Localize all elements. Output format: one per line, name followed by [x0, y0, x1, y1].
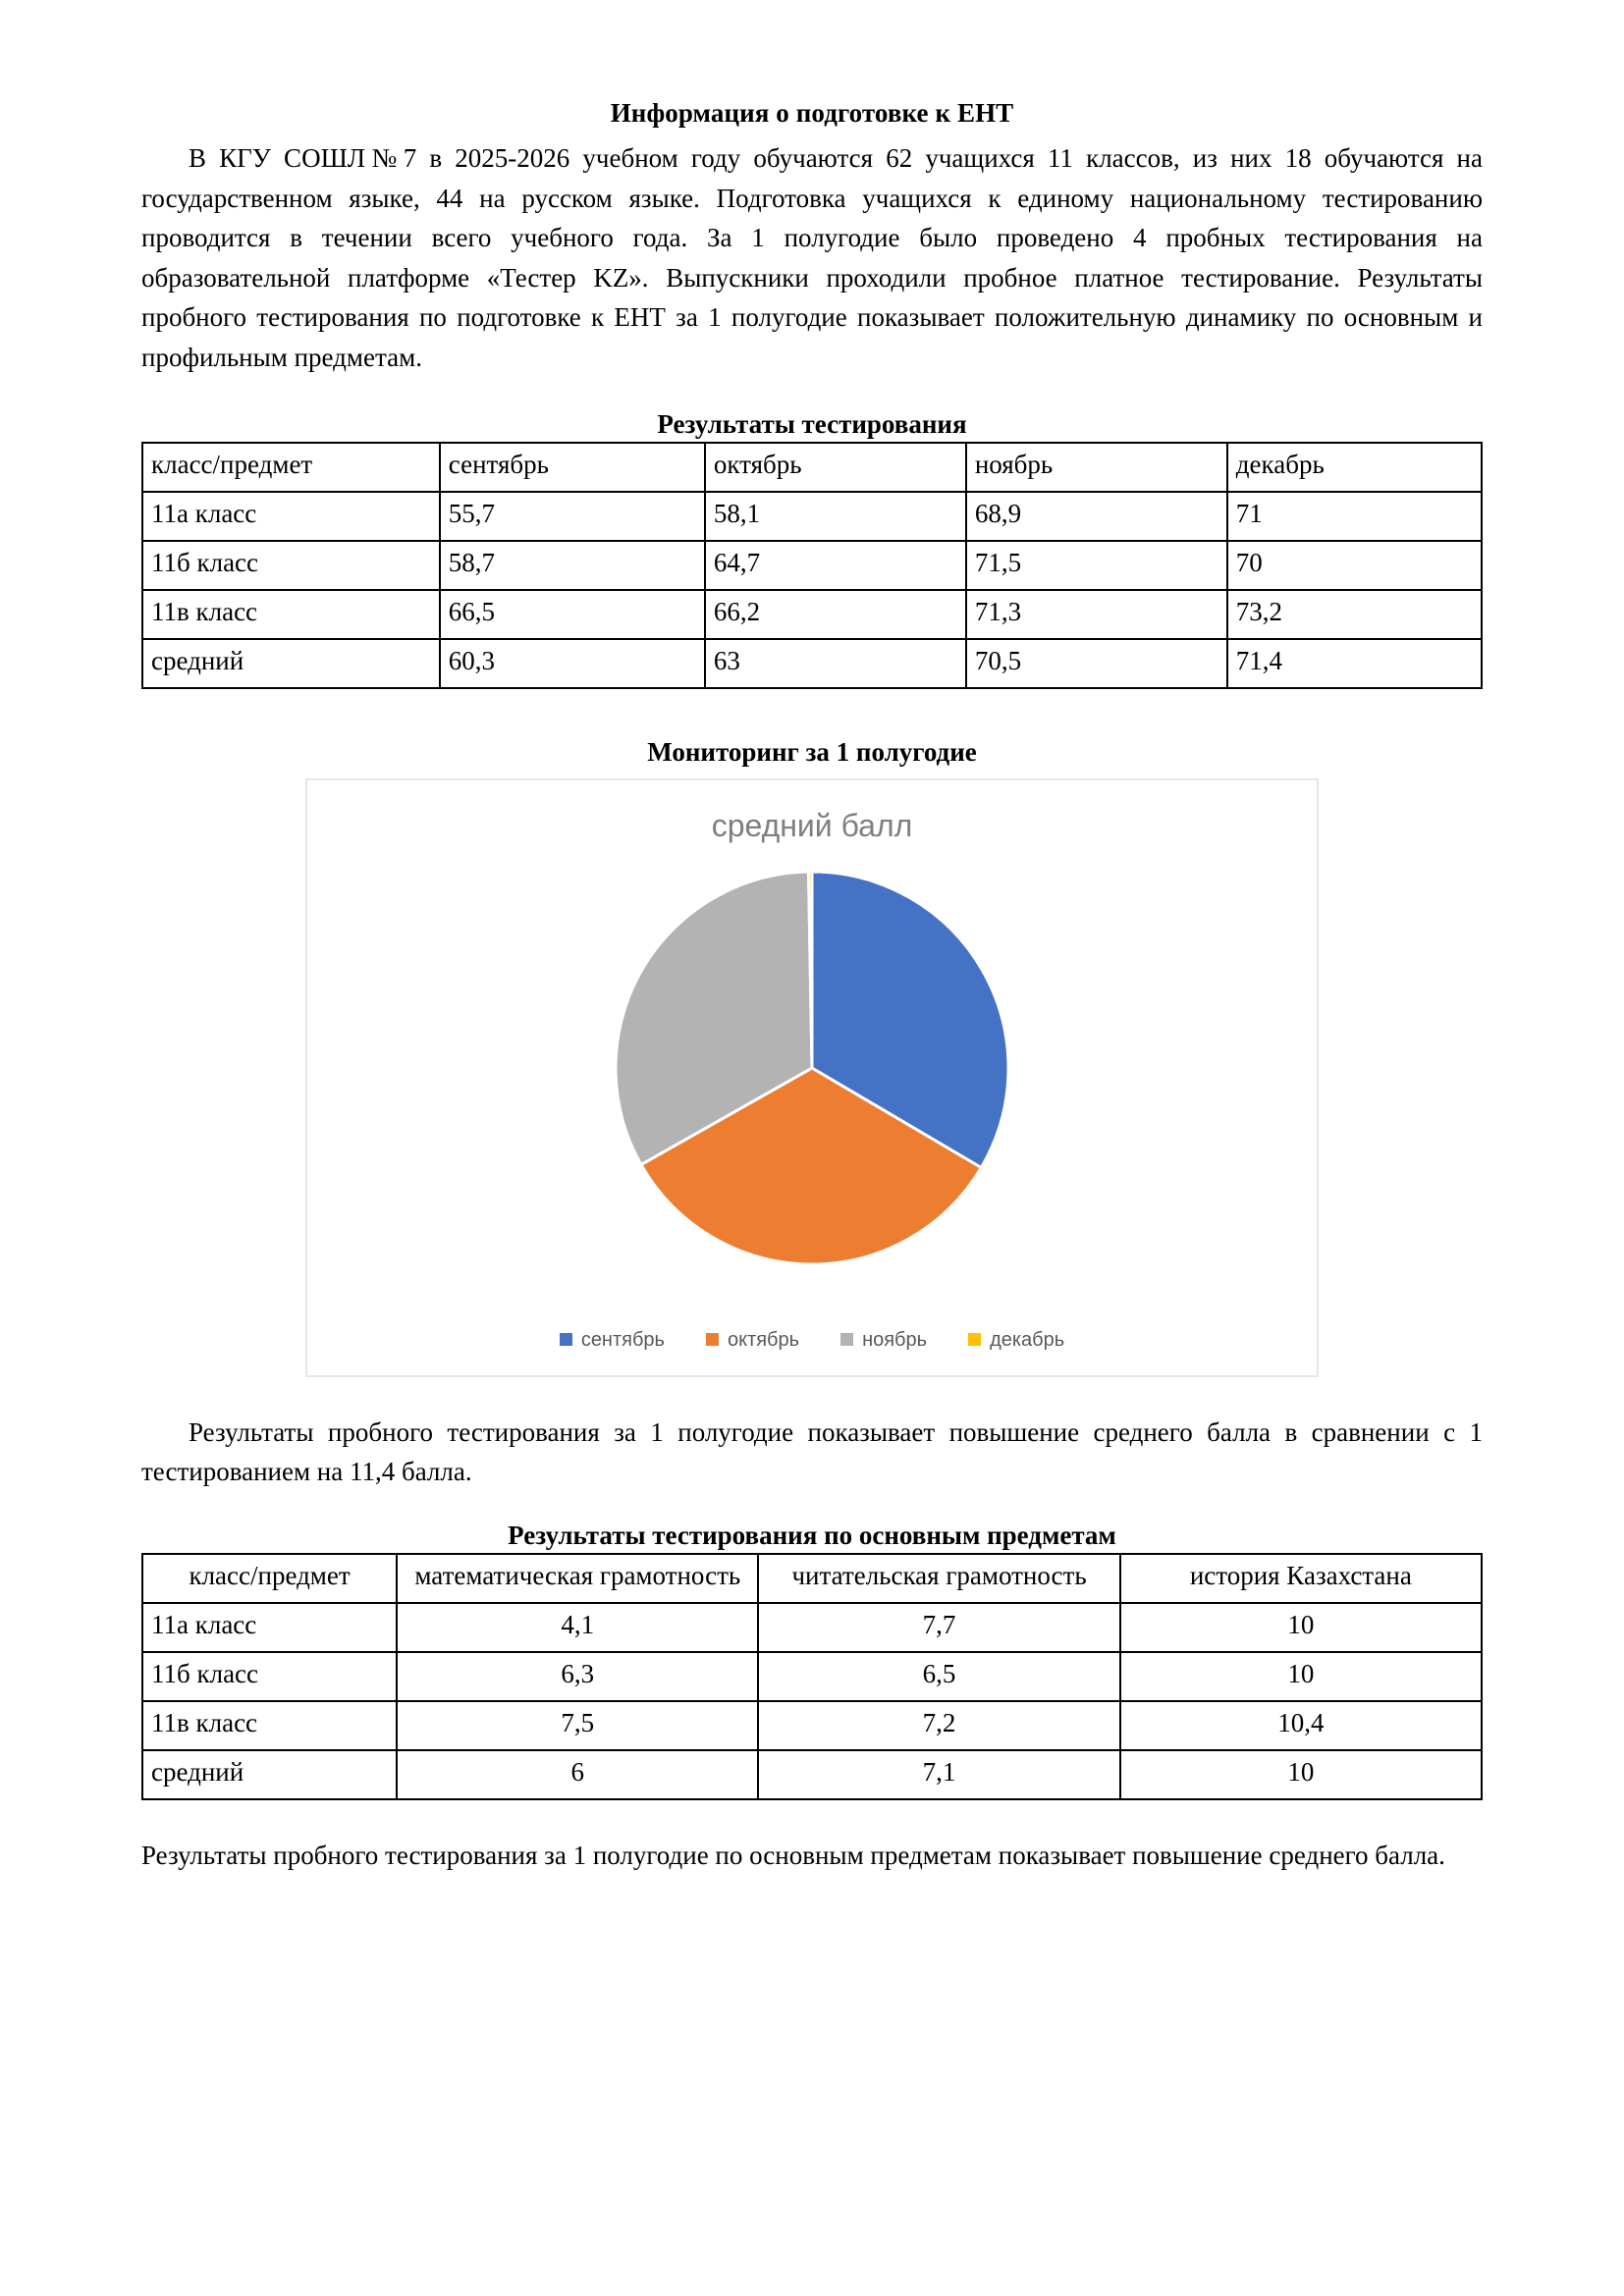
pie-slices [616, 872, 1008, 1264]
legend-swatch-icon [706, 1333, 719, 1346]
cell-value: 6,5 [758, 1652, 1119, 1701]
table-1-caption: Результаты тестирования [657, 409, 967, 439]
table-header-row [142, 1554, 1482, 1603]
legend-swatch-icon [560, 1333, 572, 1346]
intro-paragraph: В КГУ СОШЛ№7 в 2025-2026 учебном году обучаются 62 учащихся 11 классов, из них 18 обучаются на государственном языке, 44 на русском языке. Подготовка учащихся к единому национальному тестированию проводится в течении всего учебного года. За 1 полугодие было проведено 4 пробных тестирования на образовательной платформе «Тестер KZ». Выпускники проходили пробное платное тестирование. Результаты пробного тестирования по подготовке к ЕНТ за 1 полугодие показывает положительную динамику по основным и профильным предметам. [141, 143, 1483, 372]
row-label: 11б класс [142, 1652, 397, 1701]
cell-value: 6,3 [397, 1652, 758, 1701]
cell-value: 10,4 [1120, 1701, 1482, 1750]
spacer [141, 689, 1483, 734]
analysis-paragraph-2: Результаты пробного тестирования за 1 полугодие по основным предметам показывает повышение среднего балла. [141, 1841, 1445, 1871]
row-label: 11а класс [142, 492, 440, 541]
table-row [142, 1701, 1482, 1750]
row-label: 11а класс [142, 1603, 397, 1652]
chart-legend [307, 1330, 1317, 1350]
page-title: Информация о подготовке к ЕНТ [610, 98, 1014, 128]
cell-value: 4,1 [397, 1603, 758, 1652]
cell-value: 70,5 [966, 639, 1227, 688]
legend-item [560, 1330, 665, 1350]
chart-title: средний балл [711, 807, 913, 843]
table-row [142, 1750, 1482, 1799]
column-header: математическая грамотность [397, 1554, 758, 1603]
cell-value: 63 [705, 639, 966, 688]
legend-swatch-icon [968, 1333, 981, 1346]
cell-value: 70 [1227, 541, 1482, 590]
table-row [142, 1652, 1482, 1701]
core-subjects-table [141, 1553, 1483, 1800]
table-row [142, 541, 1482, 590]
cell-value: 73,2 [1227, 590, 1482, 639]
row-label: средний [142, 639, 440, 688]
legend-label: ноябрь [862, 1328, 928, 1351]
column-header: история Казахстана [1120, 1554, 1482, 1603]
legend-label: октябрь [727, 1328, 800, 1351]
spacer [141, 1377, 1483, 1413]
row-label: 11в класс [142, 590, 440, 639]
cell-value: 55,7 [440, 492, 705, 541]
cell-value: 71,4 [1227, 639, 1482, 688]
spacer [141, 377, 1483, 406]
table-row [142, 639, 1482, 688]
cell-value: 7,5 [397, 1701, 758, 1750]
cell-value: 7,2 [758, 1701, 1119, 1750]
legend-label: сентябрь [580, 1328, 665, 1351]
legend-label: декабрь [990, 1328, 1065, 1351]
cell-value: 71,3 [966, 590, 1227, 639]
cell-value: 10 [1120, 1750, 1482, 1799]
cell-value: 58,7 [440, 541, 705, 590]
column-header: класс/предмет [142, 1554, 397, 1603]
cell-value: 60,3 [440, 639, 705, 688]
cell-value: 64,7 [705, 541, 966, 590]
analysis-paragraph-1: Результаты пробного тестирования за 1 полугодие показывает повышение среднего балла в сравнении с 1 тестированием на 11,4 балла. [141, 1416, 1483, 1487]
table-row [142, 590, 1482, 639]
legend-item [706, 1330, 799, 1350]
cell-value: 7,1 [758, 1750, 1119, 1799]
spacer [141, 1800, 1483, 1836]
cell-value: 66,5 [440, 590, 705, 639]
pie-chart-container [305, 778, 1319, 1377]
column-header: ноябрь [966, 443, 1227, 492]
cell-value: 66,2 [705, 590, 966, 639]
cell-value: 58,1 [705, 492, 966, 541]
legend-item [968, 1330, 1064, 1350]
pie-plot-area [307, 857, 1317, 1279]
table-row [142, 1603, 1482, 1652]
column-header: декабрь [1227, 443, 1482, 492]
table-2-caption: Результаты тестирования по основным предметам [508, 1520, 1116, 1550]
table-header-row [142, 443, 1482, 492]
cell-value: 10 [1120, 1603, 1482, 1652]
row-label: средний [142, 1750, 397, 1799]
legend-swatch-icon [840, 1333, 853, 1346]
cell-value: 7,7 [758, 1603, 1119, 1652]
table-row [142, 492, 1482, 541]
results-table [141, 442, 1483, 689]
cell-value: 6 [397, 1750, 758, 1799]
chart-section-caption: Мониторинг за 1 полугодие [647, 737, 977, 768]
pie-chart-svg [606, 862, 1018, 1274]
cell-value: 10 [1120, 1652, 1482, 1701]
legend-item [840, 1330, 927, 1350]
column-header: класс/предмет [142, 443, 440, 492]
column-header: читательская грамотность [758, 1554, 1119, 1603]
cell-value: 68,9 [966, 492, 1227, 541]
cell-value: 71 [1227, 492, 1482, 541]
column-header: сентябрь [440, 443, 705, 492]
column-header: октябрь [705, 443, 966, 492]
row-label: 11в класс [142, 1701, 397, 1750]
cell-value: 71,5 [966, 541, 1227, 590]
row-label: 11б класс [142, 541, 440, 590]
spacer [141, 1492, 1483, 1518]
